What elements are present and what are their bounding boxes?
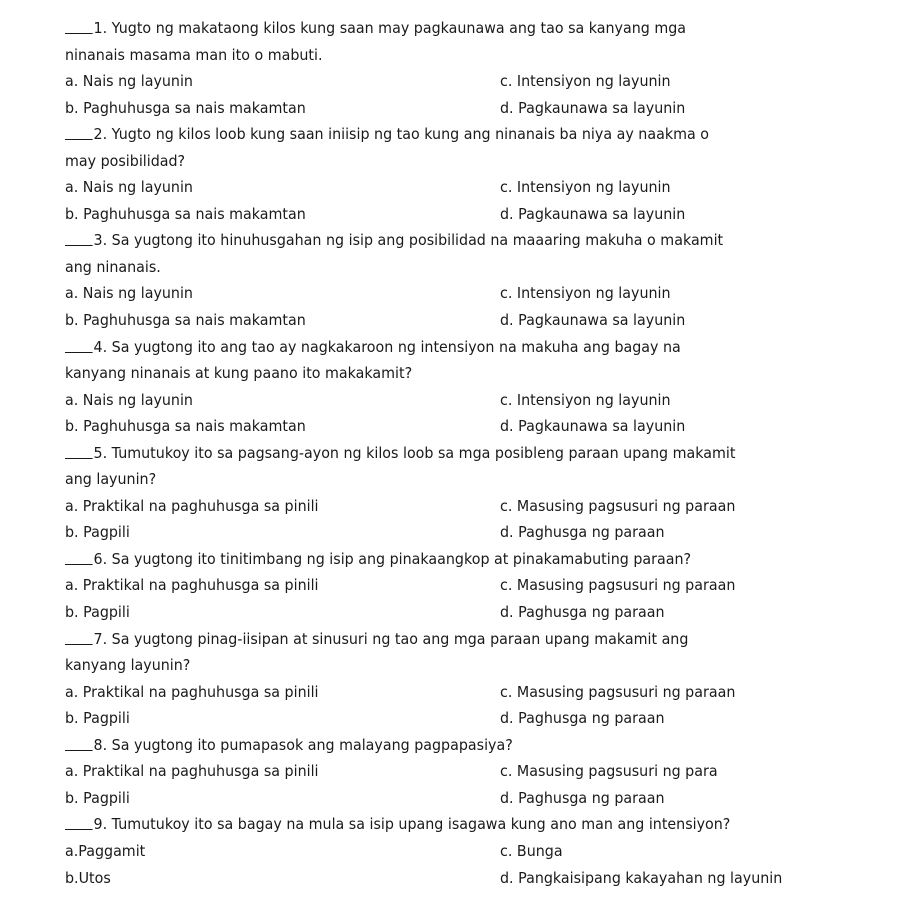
answer-blank[interactable] [65, 441, 93, 459]
option-c: c. Intensiyon ng layunin [500, 390, 671, 409]
question-text: Sa yugtong ito hinuhusgahan ng isip ang posibilidad na maaaring makuha o makamit [111, 231, 724, 250]
option-b: b. Paghuhusga sa nais makamtan [65, 98, 306, 117]
question-number: 6. [93, 549, 108, 568]
question-number: 8. [93, 735, 108, 754]
option-b: b. Paghuhusga sa nais makamtan [65, 417, 306, 436]
question-9 [65, 811, 885, 891]
answer-blank[interactable] [65, 122, 93, 140]
option-c: c. Masusing pagsusuri ng para [500, 762, 718, 781]
option-d: d. Pagkaunawa sa layunin [500, 204, 686, 223]
option-c: c. Masusing pagsusuri ng paraan [500, 496, 736, 515]
question-text-cont: ang layunin? [65, 470, 157, 489]
option-a: a. Praktikal na paghuhusga sa pinili [65, 682, 319, 701]
option-b: b. Paghuhusga sa nais makamtan [65, 204, 306, 223]
option-d: d. Paghusga ng paraan [500, 523, 665, 542]
question-text-cont: ang ninanais. [65, 257, 161, 276]
option-c: c. Masusing pagsusuri ng paraan [500, 576, 736, 595]
option-c: c. Intensiyon ng layunin [500, 72, 671, 91]
question-text: Sa yugtong pinag-iisipan at sinusuri ng tao ang mga paraan upang makamit ang [111, 629, 689, 648]
option-a: a. Nais ng layunin [65, 284, 193, 303]
question-1 [65, 15, 885, 121]
option-a: a.Paggamit [65, 841, 146, 860]
question-text-cont: may posibilidad? [65, 151, 186, 170]
option-c: c. Intensiyon ng layunin [500, 178, 671, 197]
option-b: b. Pagpili [65, 523, 130, 542]
question-text-cont: ninanais masama man ito o mabuti. [65, 45, 323, 64]
question-text: Yugto ng makataong kilos kung saan may pagkaunawa ang tao sa kanyang mga [111, 19, 687, 37]
answer-blank[interactable] [65, 547, 93, 565]
answer-blank[interactable] [65, 16, 93, 34]
answer-blank[interactable] [65, 335, 93, 353]
question-3 [65, 227, 885, 333]
answer-blank[interactable] [65, 627, 93, 645]
option-a: a. Nais ng layunin [65, 390, 193, 409]
answer-blank[interactable] [65, 228, 93, 246]
question-text: Tumutukoy ito sa bagay na mula sa isip upang isagawa kung ano man ang intensiyon? [111, 815, 731, 834]
option-b: b. Paghuhusga sa nais makamtan [65, 311, 306, 330]
question-text: Sa yugtong ito pumapasok ang malayang pagpapasiya? [111, 735, 513, 754]
option-a: a. Praktikal na paghuhusga sa pinili [65, 762, 319, 781]
answer-blank[interactable] [65, 812, 93, 830]
option-c: c. Intensiyon ng layunin [500, 284, 671, 303]
option-d: d. Pagkaunawa sa layunin [500, 98, 686, 117]
quiz-page [65, 15, 885, 891]
option-b: b. Pagpili [65, 603, 130, 622]
question-number: 9. [93, 815, 108, 834]
option-a: a. Praktikal na paghuhusga sa pinili [65, 576, 319, 595]
option-b: b.Utos [65, 868, 111, 887]
option-d: d. Pagkaunawa sa layunin [500, 311, 686, 330]
question-text: Tumutukoy ito sa pagsang-ayon ng kilos loob sa mga posibleng paraan upang makamit [111, 443, 736, 462]
question-7 [65, 626, 885, 732]
question-number: 3. [93, 231, 108, 250]
question-number: 2. [93, 125, 108, 144]
option-d: d. Pangkaisipang kakayahan ng layunin [500, 868, 783, 887]
option-b: b. Pagpili [65, 709, 130, 728]
option-c: c. Masusing pagsusuri ng paraan [500, 682, 736, 701]
question-text-cont: kanyang ninanais at kung paano ito makakamit? [65, 364, 413, 383]
question-text: Sa yugtong ito tinitimbang ng isip ang pinakaangkop at pinakamabuting paraan? [111, 549, 692, 568]
option-d: d. Paghusga ng paraan [500, 788, 665, 807]
option-b: b. Pagpili [65, 788, 130, 807]
question-number: 1. [93, 19, 108, 37]
answer-blank[interactable] [65, 733, 93, 751]
question-5 [65, 440, 885, 546]
option-a: a. Nais ng layunin [65, 72, 193, 91]
question-2 [65, 121, 885, 227]
option-c: c. Bunga [500, 841, 563, 860]
option-a: a. Nais ng layunin [65, 178, 193, 197]
question-number: 7. [93, 629, 108, 648]
question-number: 4. [93, 337, 108, 356]
option-d: d. Paghusga ng paraan [500, 603, 665, 622]
question-4 [65, 334, 885, 440]
option-a: a. Praktikal na paghuhusga sa pinili [65, 496, 319, 515]
question-text-cont: kanyang layunin? [65, 656, 191, 675]
option-d: d. Pagkaunawa sa layunin [500, 417, 686, 436]
option-d: d. Paghusga ng paraan [500, 709, 665, 728]
question-6 [65, 546, 885, 626]
question-text: Yugto ng kilos loob kung saan iniisip ng tao kung ang ninanais ba niya ay naakma o [111, 125, 709, 144]
question-8 [65, 732, 885, 812]
question-number: 5. [93, 443, 108, 462]
question-text: Sa yugtong ito ang tao ay nagkakaroon ng intensiyon na makuha ang bagay na [111, 337, 681, 356]
